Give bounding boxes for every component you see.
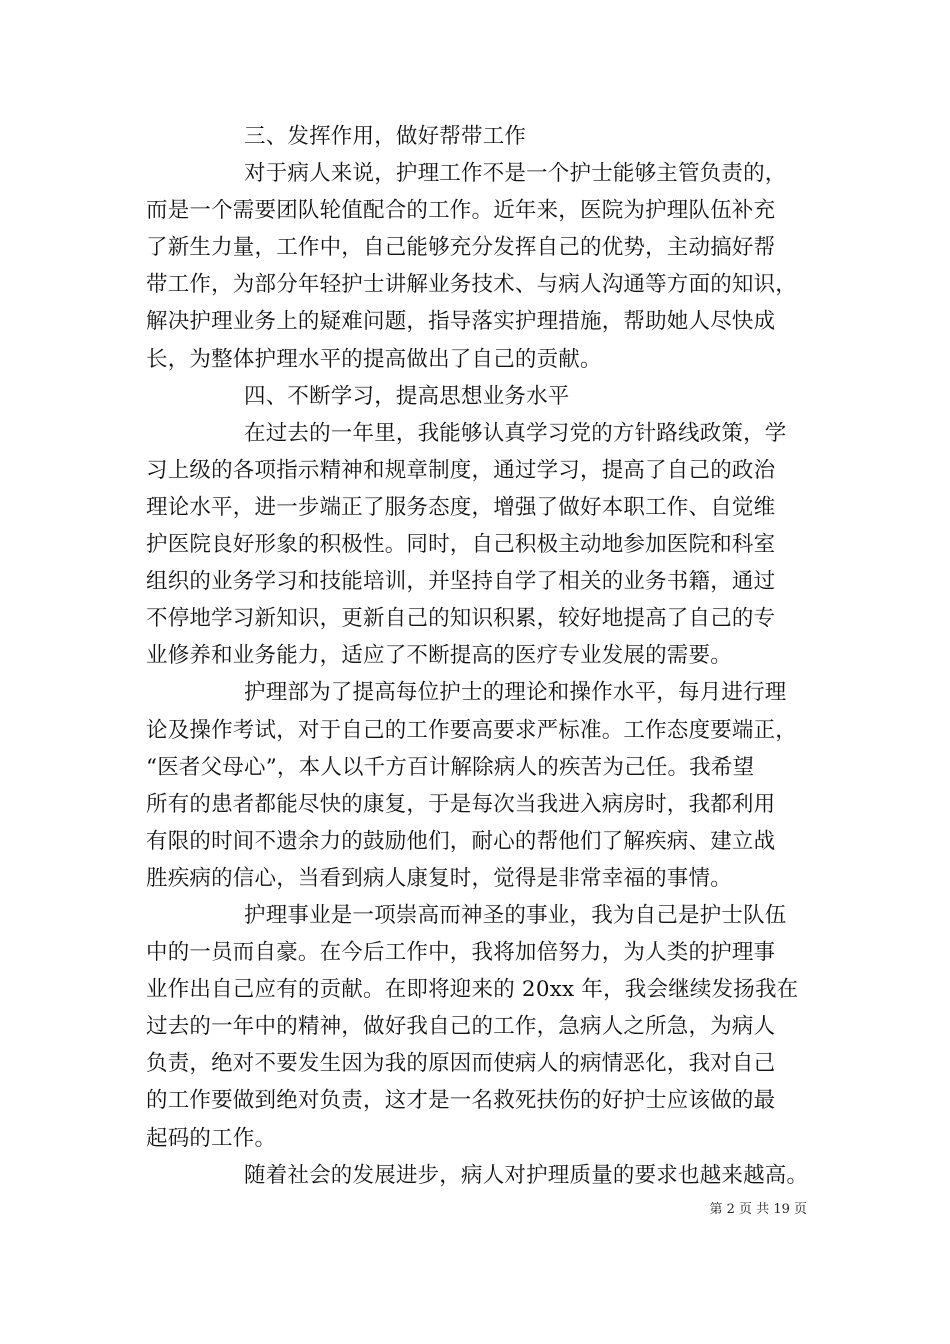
text-line: 带工作，为部分年轻护士讲解业务技术、与病人沟通等方面的知识， [146, 272, 798, 298]
text-line: 胜疾病的信心，当看到病人康复时，觉得是非常幸福的事情。 [146, 865, 732, 891]
document-body [146, 118, 822, 1194]
text-line: 有限的时间不遗余力的鼓励他们，耐心的帮他们了解疾病、建立战 [146, 828, 776, 854]
section-heading: 三、发挥作用，做好帮带工作 [244, 124, 527, 149]
text-line: 长，为整体护理水平的提高做出了自己的贡献。 [146, 346, 602, 372]
text-line: 护理事业是一项崇高而神圣的事业，我为自己是护士队伍 [244, 902, 787, 928]
text-line: 业作出自己应有的贡献。在即将迎来的 20xx 年，我会继续发扬我在 [146, 977, 799, 1003]
text-line: 对于病人来说，护理工作不是一个护士能够主管负责的， [244, 161, 787, 187]
text-line: 论及操作考试，对于自己的工作要高要求严标准。工作态度要端正， [146, 717, 798, 743]
text-line: 负责，绝对不要发生因为我的原因而使病人的病情恶化，我对自己 [146, 1051, 776, 1077]
text-line: 业修养和业务能力，适应了不断提高的医疗专业发展的需要。 [146, 643, 732, 669]
text-line: 了新生力量，工作中，自己能够充分发挥自己的优势，主动搞好帮 [146, 235, 776, 261]
text-line: 所有的患者都能尽快的康复，于是每次当我进入病房时，我都利用 [146, 791, 776, 817]
section-heading: 四、不断学习，提高思想业务水平 [244, 383, 570, 409]
text-line: 组织的业务学习和技能培训，并坚持自学了相关的业务书籍，通过 [146, 569, 776, 595]
text-line: 起码的工作。 [146, 1125, 277, 1151]
text-line: “医者父母心”，本人以千方百计解除病人的疾苦为己任。我希望 [146, 754, 755, 780]
page-number-footer: 第 2 页 共 19 页 [709, 1202, 807, 1217]
text-line: 过去的一年中的精神，做好我自己的工作，急病人之所急，为病人 [146, 1014, 776, 1040]
text-line: 中的一员而自豪。在今后工作中，我将加倍努力，为人类的护理事 [146, 940, 776, 966]
text-line: 护理部为了提高每位护士的理论和操作水平，每月进行理 [244, 680, 787, 706]
text-line: 理论水平，进一步端正了服务态度，增强了做好本职工作、自觉维 [146, 494, 776, 520]
text-line: 不停地学习新知识，更新自己的知识积累，较好地提高了自己的专 [146, 606, 776, 632]
text-line: 随着社会的发展进步，病人对护理质量的要求也越来越高。 [244, 1162, 809, 1188]
text-line: 解决护理业务上的疑难问题，指导落实护理措施，帮助她人尽快成 [146, 309, 776, 335]
text-line: 而是一个需要团队轮值配合的工作。近年来，医院为护理队伍补充 [146, 198, 776, 224]
text-line: 护医院良好形象的积极性。同时，自己积极主动地参加医院和科室 [146, 532, 776, 558]
text-line: 习上级的各项指示精神和规章制度，通过学习，提高了自己的政治 [146, 457, 776, 483]
text-line: 的工作要做到绝对负责，这才是一名救死扶伤的好护士应该做的最 [146, 1088, 776, 1114]
text-line: 在过去的一年里，我能够认真学习党的方针路线政策，学 [244, 420, 787, 446]
